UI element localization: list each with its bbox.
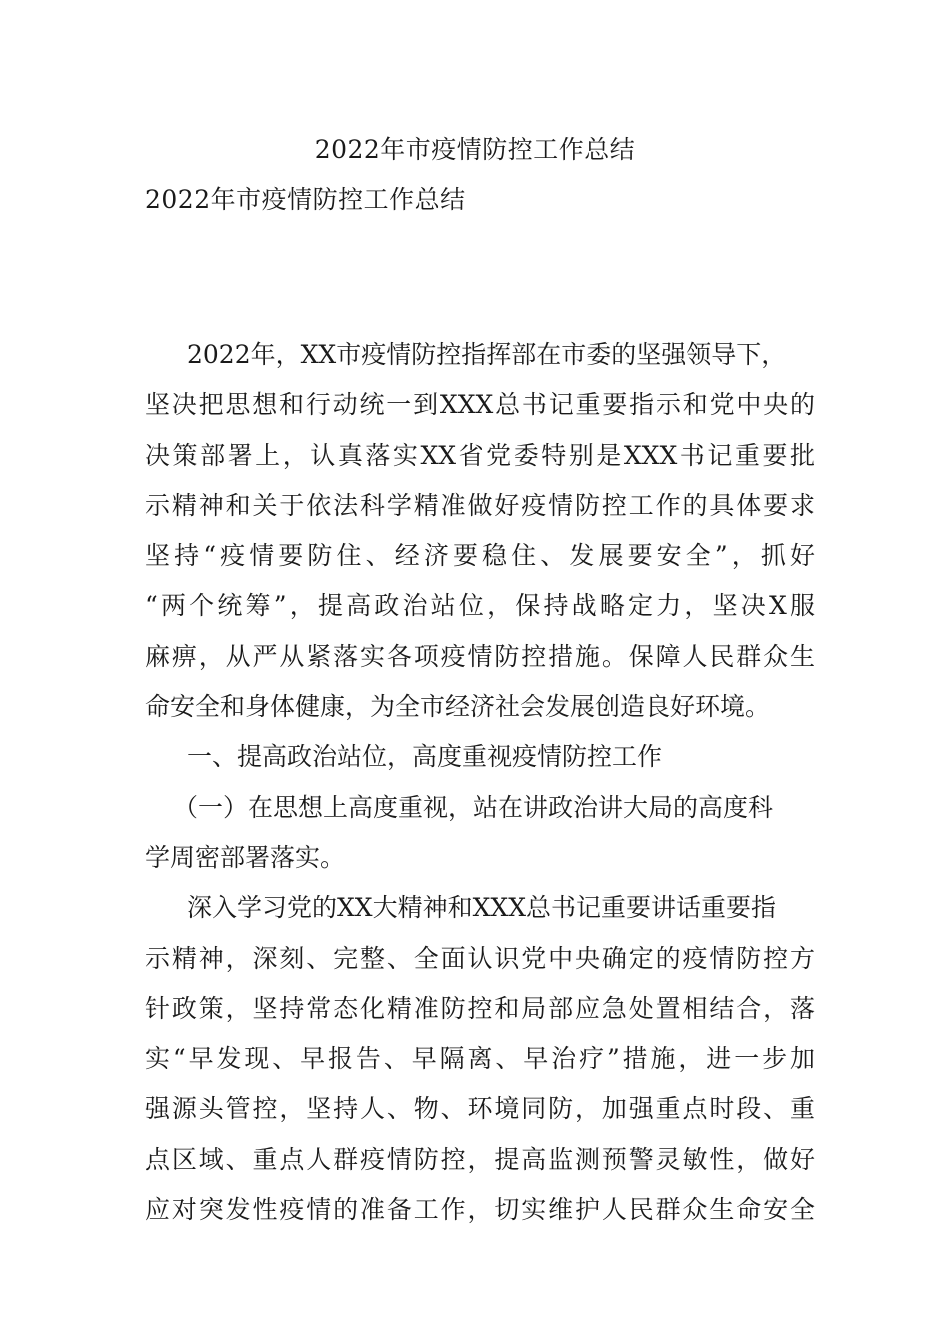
body-line: 点区域、重点人群疫情防控，提高监测预警灵敏性，做好 <box>145 1144 815 1174</box>
body-line: 坚持“疫情要防住、经济要稳住、发展要安全”，抓好 <box>145 541 815 571</box>
subsection-heading: （一）在思想上高度重视，站在讲政治讲大局的高度科 <box>173 792 774 822</box>
body-line: 示精神，深刻、完整、全面认识党中央确定的疫情防控方 <box>145 943 815 973</box>
body-line: 针政策，坚持常态化精准防控和局部应急处置相结合，落 <box>145 993 815 1023</box>
body-line: 实“早发现、早报告、早隔离、早治疗”措施，进一步加 <box>145 1044 815 1074</box>
document-body <box>145 330 815 1235</box>
body-line: “两个统筹”，提高政治站位，保持战略定力，坚决X服 <box>145 591 815 621</box>
body-line: 深入学习党的XX大精神和XXX总书记重要讲话重要指 <box>187 893 776 923</box>
body-line: 麻痹，从严从紧落实各项疫情防控措施。保障人民群众生 <box>145 641 815 671</box>
body-line: 应对突发性疫情的准备工作，切实维护人民群众生命安全 <box>145 1195 815 1225</box>
body-line: 示精神和关于依法科学精准做好疫情防控工作的具体要求 <box>145 490 815 520</box>
body-line: 命安全和身体健康，为全市经济社会发展创造良好环境。 <box>145 692 771 722</box>
body-line: 强源头管控，坚持人、物、环境同防，加强重点时段、重 <box>145 1094 815 1124</box>
body-line: 2022年，XX市疫情防控指挥部在市委的坚强领导下， <box>187 340 787 369</box>
section-heading: 一、提高政治站位，高度重视疫情防控工作 <box>187 742 663 772</box>
document-subtitle: 2022年市疫情防控工作总结 <box>145 185 466 214</box>
document-title: 2022年市疫情防控工作总结 <box>314 135 636 164</box>
body-line: 坚决把思想和行动统一到XXX总书记重要指示和党中央的 <box>145 390 815 420</box>
subsection-heading-cont: 学周密部署落实。 <box>145 842 346 872</box>
body-line: 决策部署上，认真落实XX省党委特别是XXX书记重要批 <box>145 440 815 470</box>
